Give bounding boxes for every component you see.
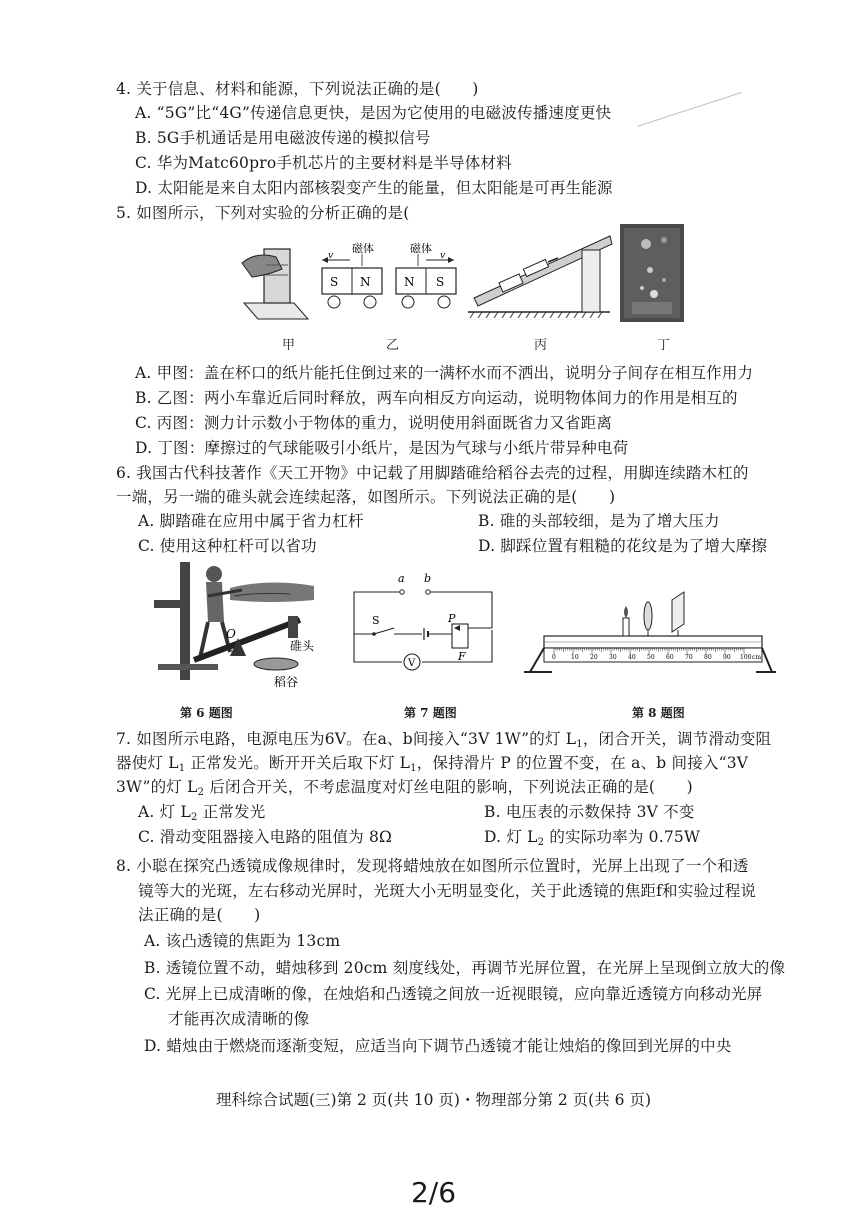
q7-option-c: C. 滑动变阻器接入电路的阻值为 8Ω bbox=[138, 828, 393, 846]
fig6-label-head: 碓头 bbox=[290, 639, 315, 653]
svg-text:80: 80 bbox=[704, 654, 712, 661]
slider-p: P bbox=[448, 612, 456, 625]
q8-stem-line3: 法正确的是( ) bbox=[138, 906, 261, 924]
q7-stem-line2: 器使灯 $L_1$ 正常发光。断开开关后取下灯 $L_1$，保持滑片 P 的位置不变，在 a、b 间接入“3V bbox=[116, 754, 749, 774]
svg-text:20: 20 bbox=[590, 654, 598, 661]
fig6-label-rice: 稻谷 bbox=[274, 675, 299, 689]
q6-stem-line2: 一端，另一端的碓头就会连续起落，如图所示。下列说法正确的是( ) bbox=[116, 488, 616, 506]
q5-stem: 5. 如图所示，下列对实验的分析正确的是( bbox=[116, 204, 410, 222]
q5-fig-jia bbox=[238, 235, 312, 325]
q5-label-ding: 丁 bbox=[657, 338, 671, 353]
q5-label-bing: 丙 bbox=[534, 338, 548, 353]
convex-lens bbox=[644, 602, 652, 636]
q6-option-c: C. 使用这种杠杆可以省功 bbox=[138, 537, 317, 555]
svg-text:v: v bbox=[328, 251, 334, 261]
q5-label-jia: 甲 bbox=[282, 338, 296, 353]
svg-text:cm: cm bbox=[752, 654, 762, 661]
q8-option-c-line2: 才能再次成清晰的像 bbox=[168, 1010, 310, 1028]
q6-option-a: A. 脚踏碓在应用中属于省力杠杆 bbox=[138, 512, 364, 530]
svg-text:N: N bbox=[404, 275, 415, 289]
caption-fig7: 第 7 题图 bbox=[404, 706, 457, 720]
q8-stem-line2: 镜等大的光斑，左右移动光屏时，光斑大小无明显变化，关于此透镜的焦距f和实验过程说 bbox=[138, 882, 757, 900]
light-screen bbox=[672, 592, 684, 636]
q8-option-d: D. 蜡烛由于燃烧而逐渐变短，应适当向下调节凸透镜才能让烛焰的像回到光屏的中央 bbox=[144, 1037, 732, 1055]
svg-text:v: v bbox=[440, 251, 446, 261]
q7-stem-line1: 7. 如图所示电路，电源电压为6V。在a、b间接入“3V 1W”的灯 $L_1$，闭合开关，调节滑动变阻 bbox=[116, 730, 772, 750]
svg-text:30: 30 bbox=[609, 654, 617, 661]
q5-label-yi: 乙 bbox=[386, 338, 400, 353]
svg-text:60: 60 bbox=[666, 654, 674, 661]
q5-option-c: C. 丙图：测力计示数小于物体的重力，说明使用斜面既省力又省距离 bbox=[135, 414, 613, 432]
q7-stem-line3: 3W”的灯 $L_2$ 后闭合开关，不考虑温度对灯丝电阻的影响，下列说法正确的是( ) bbox=[116, 778, 693, 798]
q4-option-c: C. 华为Matc60pro手机芯片的主要材料是半导体材料 bbox=[135, 154, 512, 172]
q5-option-d: D. 丁图：摩擦过的气球能吸引小纸片，是因为气球与小纸片带异种电荷 bbox=[135, 439, 629, 457]
q8-option-a: A. 该凸透镜的焦距为 13cm bbox=[144, 932, 341, 950]
q5-option-a: A. 甲图：盖在杯口的纸片能托住倒过来的一满杯水而不洒出，说明分子间存在相互作用力 bbox=[135, 364, 754, 382]
q5-fig-bing bbox=[466, 226, 616, 324]
q6-option-b: B. 碓的头部较细，是为了增大压力 bbox=[478, 512, 720, 530]
magnet-label-right: 磁体 bbox=[410, 242, 432, 255]
q5-option-b: B. 乙图：两小车靠近后同时释放，两车向相反方向运动，说明物体间力的作用是相互的 bbox=[135, 389, 738, 407]
q5-fig-ding bbox=[620, 224, 684, 322]
q6-option-d: D. 脚踩位置有粗糙的花纹是为了增大摩擦 bbox=[478, 537, 768, 555]
fig7-circuit bbox=[350, 572, 502, 684]
svg-text:40: 40 bbox=[628, 654, 636, 661]
q7-option-b: B. 电压表的示数保持 3V 不变 bbox=[484, 803, 695, 821]
fig6-pivot-o: O bbox=[226, 627, 236, 641]
caption-fig6: 第 6 题图 bbox=[180, 706, 233, 720]
label-f: F bbox=[458, 650, 466, 663]
caption-fig8: 第 8 题图 bbox=[632, 706, 685, 720]
svg-text:50: 50 bbox=[647, 654, 655, 661]
terminal-a: a bbox=[398, 572, 405, 585]
svg-text:S: S bbox=[330, 275, 339, 289]
q4-option-d: D. 太阳能是来自太阳内部核裂变产生的能量，但太阳能是可再生能源 bbox=[135, 179, 613, 197]
candle bbox=[623, 606, 629, 636]
q8-option-b: B. 透镜位置不动，蜡烛移到 20cm 刻度线处，再调节光屏位置，在光屏上呈现倒立放大的像 bbox=[144, 959, 786, 977]
q8-stem-line1: 8. 小聪在探究凸透镜成像规律时，发现将蜡烛放在如图所示位置时，光屏上出现了一个和透 bbox=[116, 857, 749, 875]
q7-option-a: A. 灯 $L_2$ 正常发光 bbox=[138, 803, 266, 823]
terminal-b: b bbox=[424, 572, 432, 585]
q4-option-b: B. 5G手机通话是用电磁波传递的模拟信号 bbox=[135, 129, 431, 147]
q7-option-d: D. 灯 $L_2$ 的实际功率为 0.75W bbox=[484, 828, 701, 848]
page-footer: 理科综合试题(三)第 2 页(共 10 页)・物理部分第 2 页(共 6 页) bbox=[215, 1091, 651, 1109]
q8-option-c-line1: C. 光屏上已成清晰的像，在烛焰和凸透镜之间放一近视眼镜，应向靠近透镜方向移动光屏 bbox=[144, 985, 763, 1003]
fig6-foot-pestle bbox=[150, 560, 316, 692]
svg-text:70: 70 bbox=[685, 654, 693, 661]
svg-text:90: 90 bbox=[723, 654, 731, 661]
q4-stem: 4. 关于信息、材料和能源，下列说法正确的是( ) bbox=[116, 80, 479, 98]
fig8-optical-bench bbox=[520, 586, 776, 684]
svg-text:10: 10 bbox=[571, 654, 579, 661]
pencil-mark bbox=[637, 92, 752, 159]
svg-text:100: 100 bbox=[740, 654, 752, 661]
magnet-label-left: 磁体 bbox=[352, 242, 374, 255]
page-number: 2/6 bbox=[410, 1176, 457, 1209]
switch-label: S bbox=[372, 614, 380, 627]
q6-stem-line1: 6. 我国古代科技著作《天工开物》中记载了用脚踏碓给稻谷去壳的过程，用脚连续踏木杠的 bbox=[116, 464, 749, 482]
svg-text:0: 0 bbox=[552, 654, 556, 661]
voltmeter-label: V bbox=[408, 658, 416, 669]
q4-option-a: A. “5G”比“4G”传递信息更快，是因为它使用的电磁波传播速度更快 bbox=[135, 104, 612, 122]
svg-text:S: S bbox=[436, 275, 445, 289]
q5-fig-yi bbox=[318, 240, 460, 316]
svg-text:N: N bbox=[360, 275, 371, 289]
